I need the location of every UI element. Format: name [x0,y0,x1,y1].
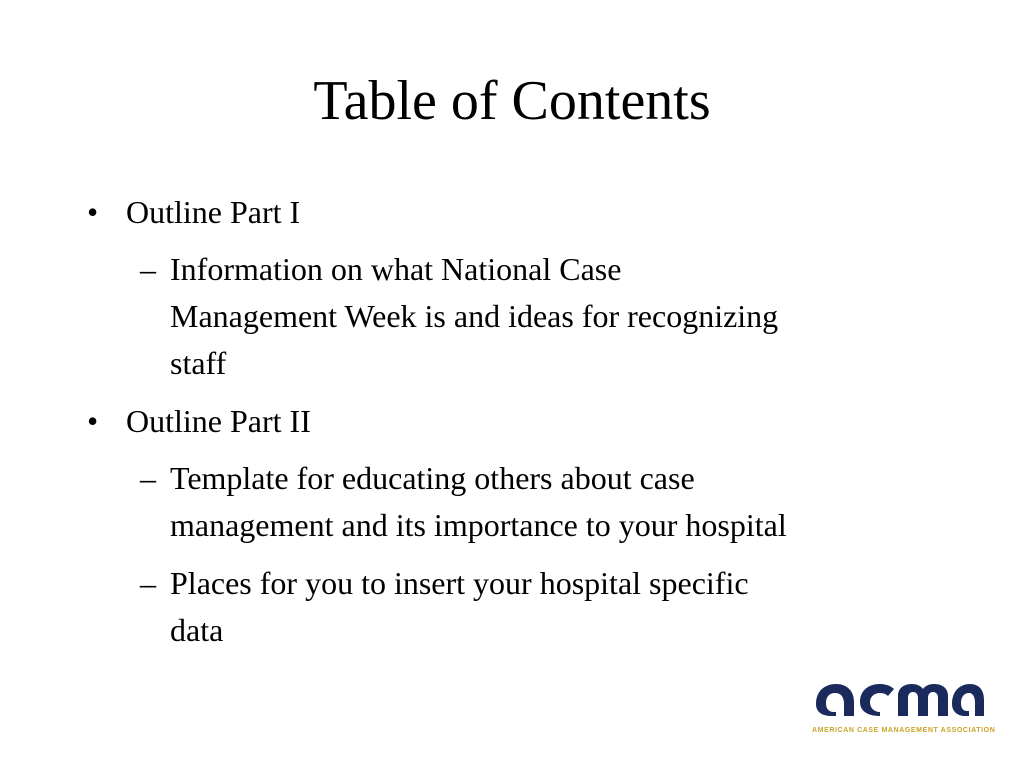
acma-logo [812,676,996,740]
logo-tagline: AMERICAN CASE MANAGEMENT ASSOCIATION [812,727,996,734]
sub-bullet-line: Places for you to insert your hospital specific [170,565,749,601]
sub-bullet-line: management and its importance to your hospital [170,507,787,543]
sub-bullet-line: staff [170,345,227,381]
sub-bullet-marker: – [140,251,156,287]
sub-bullet-marker: – [140,565,156,601]
bullet-marker: • [87,403,99,439]
sub-bullet-line: data [170,612,224,648]
sub-bullet-line: Template for educating others about case [170,460,695,496]
slide-title: Table of Contents [313,70,711,132]
bullet-outline-part-1: Outline Part I [126,194,301,230]
bullet-marker: • [87,194,99,230]
sub-bullet-line: Information on what National Case [170,251,622,287]
sub-bullet-line: Management Week is and ideas for recognizing [170,298,779,334]
bullet-outline-part-2: Outline Part II [126,403,311,439]
sub-bullet-marker: – [140,460,156,496]
acma-logo-icon [812,676,987,726]
